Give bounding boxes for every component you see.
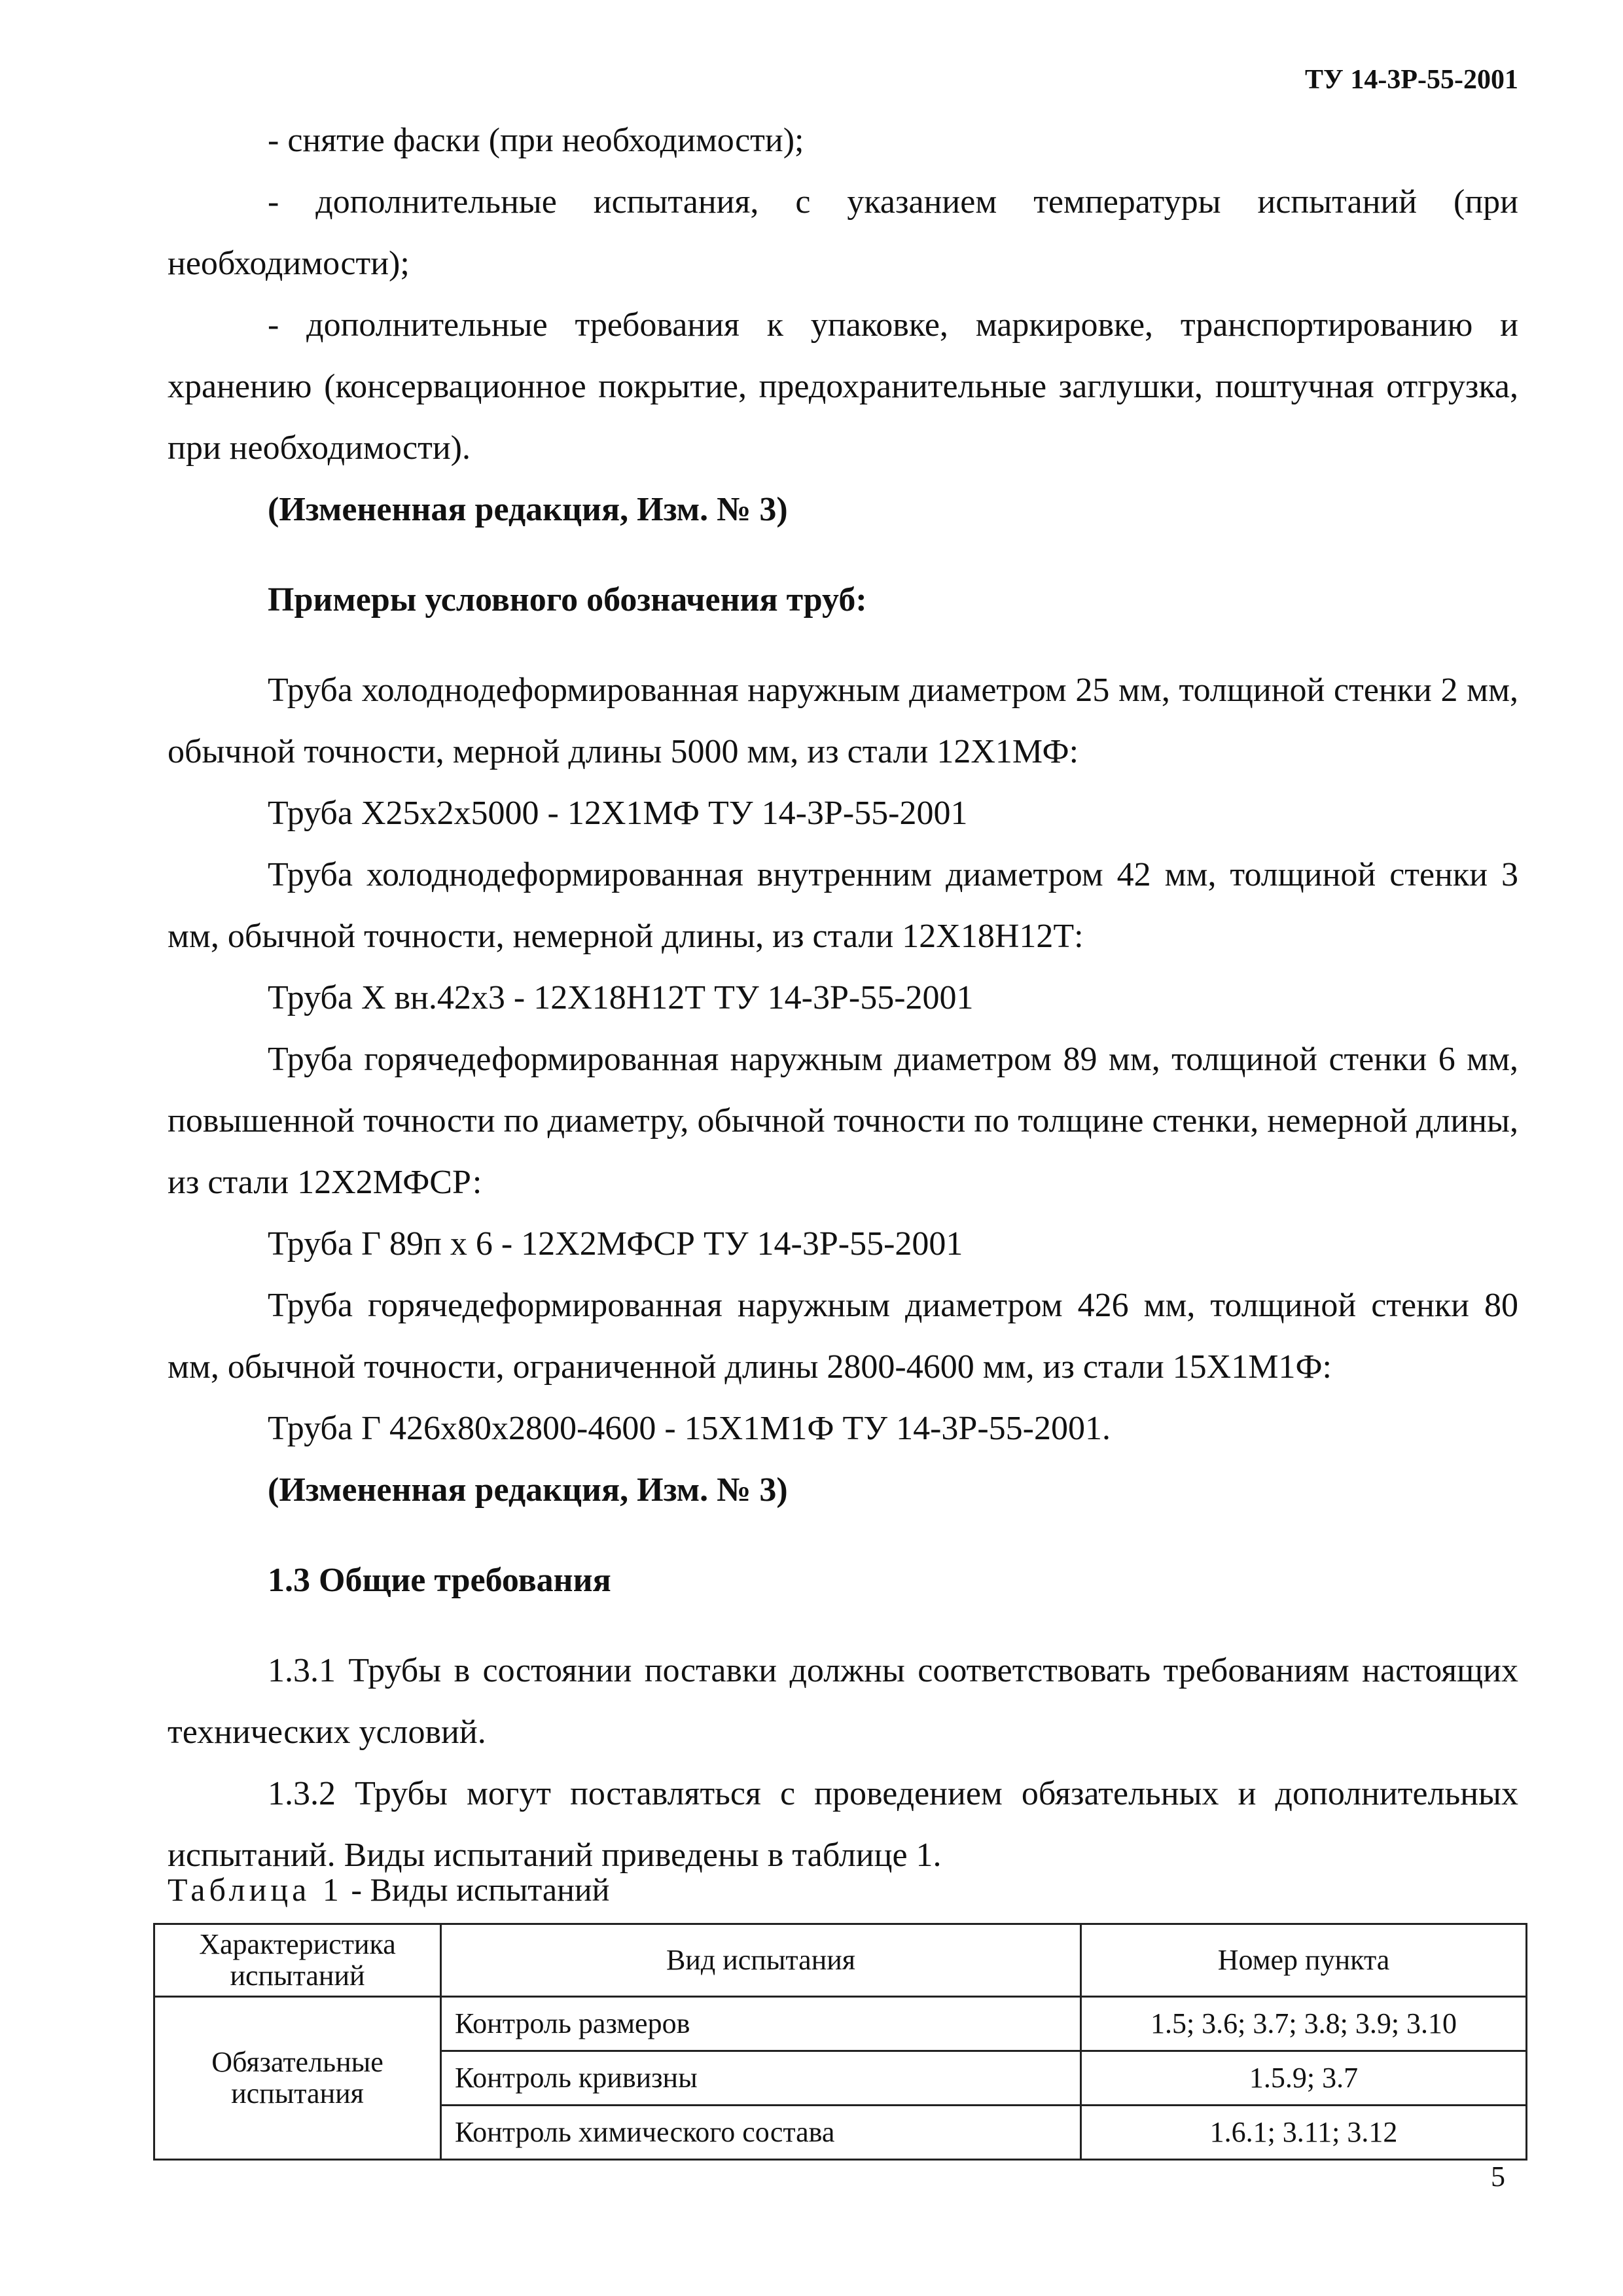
amendment-note: (Измененная редакция, Изм. № 3): [268, 491, 788, 528]
table-row: [154, 1997, 1527, 2051]
example-3-designation: Труба Г 89п х 6 - 12Х2МФСР ТУ 14-3Р-55-2001: [268, 1225, 963, 1263]
clause-cell: 1.5.9; 3.7: [1081, 2051, 1527, 2106]
table-caption-title: - Виды испытаний: [342, 1871, 610, 1908]
example-1-designation: Труба Х25х2х5000 - 12Х1МФ ТУ 14-3Р-55-2001: [268, 795, 968, 832]
page-number: 5: [1491, 2161, 1505, 2193]
list-item-additional-tests: - дополнительные испытания, с указанием температуры испытаний (при необходимости);: [168, 183, 1518, 282]
example-1-description: Труба холоднодеформированная наружным диаметром 25 мм, толщиной стенки 2 мм, обычной точности, мерной длины 5000 мм, из стали 12Х1МФ:: [168, 672, 1518, 770]
example-2-designation: Труба Х вн.42х3 - 12Х18Н12Т ТУ 14-3Р-55-2001: [268, 979, 974, 1016]
test-kind-cell: Контроль кривизны: [441, 2051, 1081, 2106]
test-kind-cell: Контроль размеров: [441, 1997, 1081, 2051]
clause-cell: 1.5; 3.6; 3.7; 3.8; 3.9; 3.10: [1081, 1997, 1527, 2051]
list-item-chamfer: - снятие фаски (при необходимости);: [268, 122, 804, 159]
document-code: ТУ 14-3Р-55-2001: [1305, 65, 1518, 95]
table-caption: [168, 1871, 609, 1909]
group-cell: Обязательные испытания: [154, 1997, 441, 2160]
clause-1-3-2: 1.3.2 Трубы могут поставляться с проведением обязательных и дополнительных испытаний. Виды испытаний приведены в таблице 1.: [168, 1775, 1518, 1874]
table-header-row: [154, 1924, 1527, 1997]
example-4-designation: Труба Г 426х80х2800-4600 - 15Х1М1Ф ТУ 14-3Р-55-2001.: [268, 1410, 1111, 1447]
test-kind-cell: Контроль химического состава: [441, 2106, 1081, 2160]
examples-heading: Примеры условного обозначения труб:: [268, 581, 867, 619]
example-3-description: Труба горячедеформированная наружным диаметром 89 мм, толщиной стенки 6 мм, повышенной точности по диаметру, обычной точности по толщине стенки, немерной длины, из стали 12Х2МФСР:: [168, 1041, 1518, 1201]
clause-1-3-1: 1.3.1 Трубы в состоянии поставки должны соответствовать требованиям настоящих технических условий.: [168, 1652, 1518, 1751]
list-item-additional-requirements: - дополнительные требования к упаковке, маркировке, транспортированию и хранению (консервационное покрытие, предохранительные заглушки, поштучная отгрузка, при необходимости).: [168, 306, 1518, 467]
table-caption-number: Таблица 1: [168, 1871, 343, 1908]
example-2-description: Труба холоднодеформированная внутренним диаметром 42 мм, толщиной стенки 3 мм, обычной точности, немерной длины, из стали 12Х18Н12Т:: [168, 856, 1518, 955]
clause-cell: 1.6.1; 3.11; 3.12: [1081, 2106, 1527, 2160]
column-header: Характеристика испытаний: [154, 1924, 441, 1997]
column-header: Вид испытания: [441, 1924, 1081, 1997]
body-text: [168, 110, 1518, 1886]
amendment-note: (Измененная редакция, Изм. № 3): [268, 1471, 788, 1509]
section-heading: 1.3 Общие требования: [268, 1562, 611, 1599]
example-4-description: Труба горячедеформированная наружным диаметром 426 мм, толщиной стенки 80 мм, обычной точности, ограниченной длины 2800-4600 мм, из стали 15Х1М1Ф:: [168, 1287, 1518, 1386]
tests-table: [153, 1923, 1527, 2161]
column-header: Номер пункта: [1081, 1924, 1527, 1997]
